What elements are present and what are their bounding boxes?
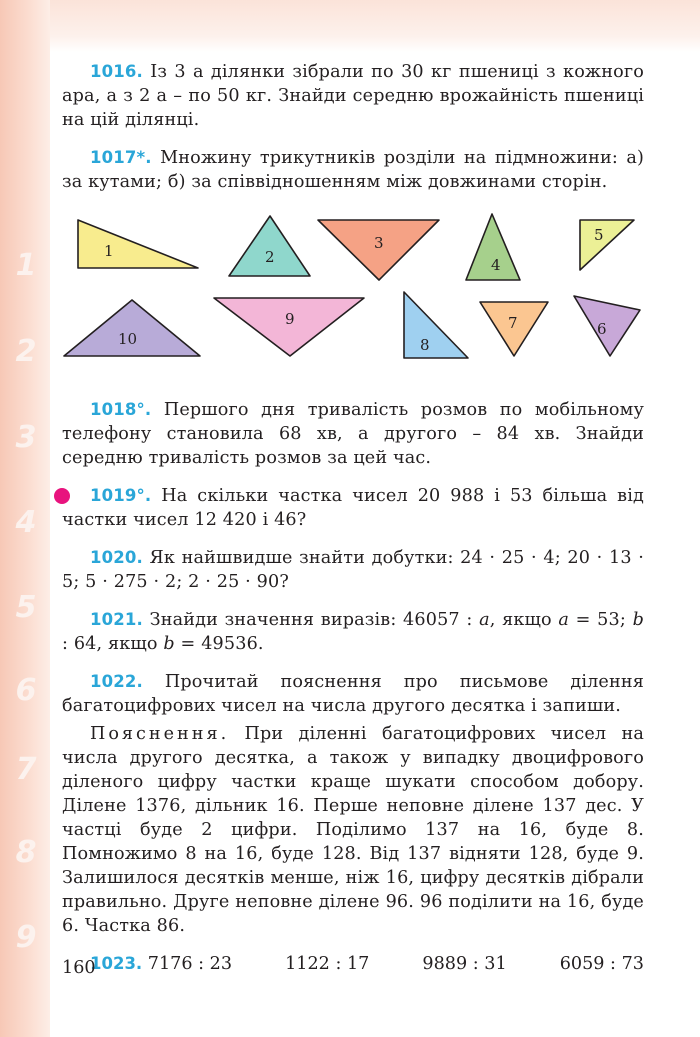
task-text: : 64, якщо — [62, 634, 164, 654]
triangle-label: 9 — [285, 310, 295, 328]
division-expression: 1122 : 17 — [285, 954, 370, 974]
task-text: Як найшвидше знайти добутки: 24 · 25 · 4; 20 · 13 · 5; 5 · 275 · 2; 2 · 25 · 90? — [62, 548, 644, 592]
page-content — [62, 60, 644, 976]
triangle-label: 7 — [508, 314, 518, 332]
side-digit: 6 — [15, 673, 37, 708]
triangle-label: 10 — [118, 330, 138, 348]
side-digit: 4 — [15, 505, 37, 540]
task-text: Із 3 а ділянки зібрали по 30 кг пшениці з кожного ара, а з 2 а – по 50 кг. Знайди середню врожайність пшениці на цій ділянці. — [62, 62, 644, 130]
triangle-5 — [580, 220, 634, 270]
task-number: 1023. — [90, 954, 143, 973]
side-digit: 3 — [15, 420, 37, 455]
triangle-8 — [404, 292, 468, 358]
important-bullet-icon — [54, 488, 70, 504]
task-text: На скільки частка чисел 20 988 і 53 більша від частки чисел 12 420 і 46? — [62, 486, 644, 530]
task-1017 — [62, 146, 644, 194]
triangle-label: 6 — [597, 320, 607, 338]
task-1018 — [62, 398, 644, 470]
task-1022-explanation — [62, 722, 644, 938]
task-number: 1022. — [90, 672, 143, 691]
triangle-1 — [78, 220, 198, 268]
task-number: 1021. — [90, 610, 143, 629]
task-1019 — [62, 484, 644, 532]
triangle-label: 5 — [594, 226, 604, 244]
task-number: 1019°. — [90, 486, 152, 505]
triangle-label: 3 — [374, 234, 384, 252]
side-digit: 8 — [15, 835, 37, 870]
triangle-label: 4 — [491, 256, 501, 274]
variable-b: b — [632, 610, 644, 630]
division-expression: 6059 : 73 — [559, 954, 644, 974]
page-number: 160 — [62, 958, 96, 978]
side-digit: 2 — [15, 334, 37, 369]
task-1021 — [62, 608, 644, 656]
variable-a: а — [479, 610, 490, 630]
triangle-6 — [574, 296, 640, 356]
task-text: , якщо — [489, 610, 559, 630]
triangles-figure — [62, 210, 644, 380]
task-number: 1018°. — [90, 400, 152, 419]
explanation-text: При діленні багатоцифрових чисел на числа другого десятка, а також у випадку двоцифрового діленого цифру частки краще шукати способом добору. Ділене 1376, дільник 16. Перше неповне ділене 137 дес. У частці буде 2 цифри. Поділимо 137 на 16, буде 8. Помножимо 8 на 16, буде 128. Від 137 відняти 128, буде 9. Залишилося десятків менше, ніж 16, цифру десятків дібрали правильно. Друге неповне ділене 96. 96 поділити на 16, буде 6. Частка 86. — [62, 724, 644, 936]
variable-b: b — [163, 634, 175, 654]
task-text: Першого дня тривалість розмов по мобільному телефону становила 68 хв, а другого – 84 хв. Знайди середню тривалість розмов за цей час. — [62, 400, 644, 468]
triangle-label: 1 — [104, 242, 114, 260]
task-text: = 53; — [569, 610, 633, 630]
task-number: 1016. — [90, 62, 143, 81]
task-1016 — [62, 60, 644, 132]
side-digit: 5 — [15, 590, 37, 625]
task-1023 — [62, 952, 644, 976]
variable-a: а — [558, 610, 570, 630]
side-digit: 9 — [15, 920, 37, 955]
task-1020 — [62, 546, 644, 594]
task-text: Знайди значення виразів: 46057 : — [149, 610, 480, 630]
triangles-svg — [54, 210, 654, 380]
top-decor-band — [0, 0, 700, 52]
task-number: 1017*. — [90, 148, 152, 167]
division-expression: 9889 : 31 — [422, 954, 507, 974]
side-decor-strip — [0, 0, 50, 1037]
task-text: Множину трикутників розділи на підмножини: а) за кутами; б) за співвідношенням між довжинами сторін. — [62, 148, 644, 192]
task-text: = 49536. — [174, 634, 264, 654]
task-1022 — [62, 670, 644, 718]
division-expression: 7176 : 23 — [147, 954, 233, 974]
task-text: Прочитай пояснення про письмове ділення багатоцифрових чисел на числа другого десятка і запиши. — [62, 672, 644, 716]
explanation-label: Пояснення. — [90, 724, 230, 744]
triangle-2 — [229, 216, 310, 276]
side-digit: 7 — [15, 752, 37, 787]
triangle-label: 8 — [420, 336, 430, 354]
triangle-label: 2 — [265, 248, 275, 266]
task-number: 1020. — [90, 548, 143, 567]
side-digit: 1 — [15, 248, 37, 283]
